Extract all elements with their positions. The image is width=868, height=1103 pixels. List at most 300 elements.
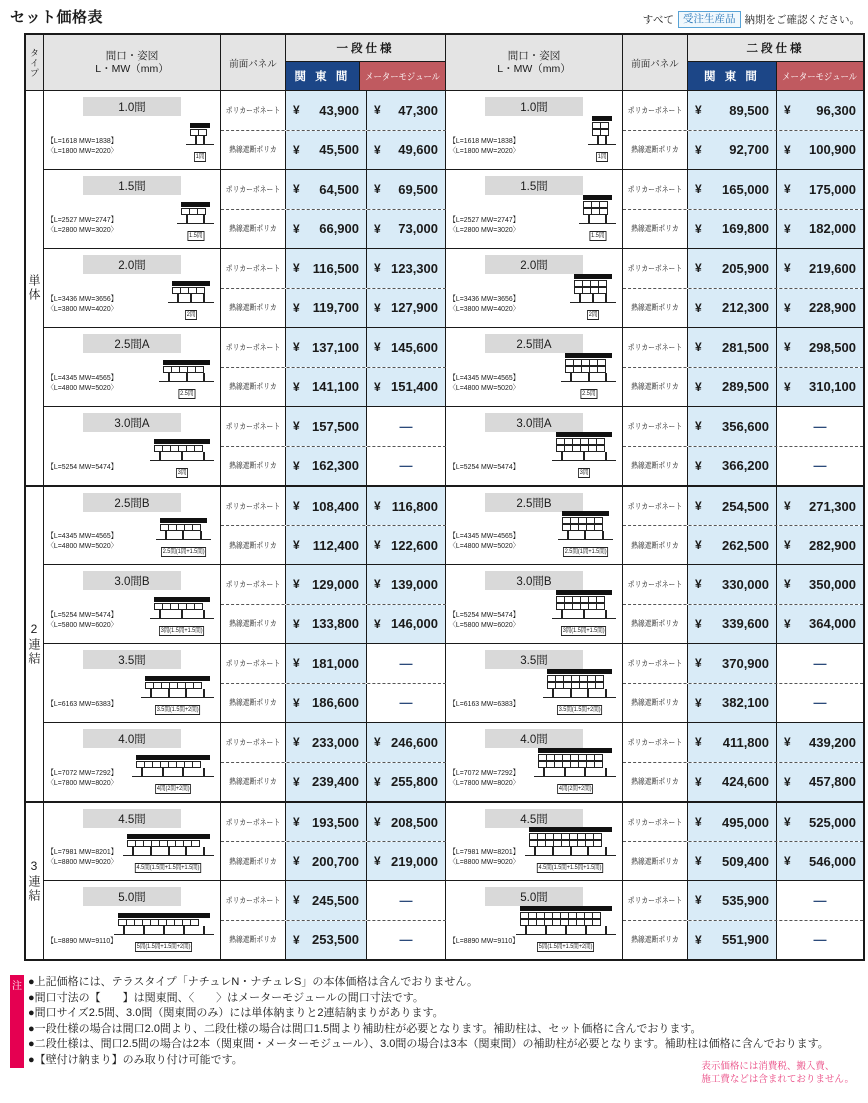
price-cell: [688, 249, 777, 288]
diagram-part: [584, 768, 586, 776]
diagram-part: [172, 294, 210, 302]
yen-symbol: ¥: [784, 379, 791, 394]
diagram-part: [160, 524, 207, 531]
header-group-two-step: [688, 35, 863, 90]
diagram-part: [163, 366, 210, 373]
yen-symbol: ¥: [784, 815, 791, 829]
size-label: 4.5間: [485, 809, 583, 828]
diagram-dimension-label: 5間(1.5間+1.5間+2間): [137, 943, 191, 950]
panel-type-label: ポリカーボネート: [627, 737, 683, 747]
terrace-diagram-graphic: [118, 913, 210, 935]
two-step-price-block: [623, 249, 863, 327]
polycarbonate-row: [221, 249, 446, 289]
panel-type-cell: [221, 605, 286, 644]
yen-symbol: ¥: [374, 142, 381, 157]
header-meter-one-step: [360, 62, 445, 90]
terrace-diagram-one-step: [154, 597, 210, 637]
yen-symbol: ¥: [695, 103, 702, 118]
diagram-part: [597, 359, 606, 366]
header-meter-two-step: [777, 62, 863, 90]
dimensions-kanto: 【L=4345 MW=4565】: [449, 531, 520, 540]
price-cell: [367, 289, 446, 328]
yen-symbol: ¥: [695, 499, 702, 513]
diagram-part: [545, 926, 547, 934]
price-cell: [367, 131, 446, 170]
price-cell: [286, 921, 367, 960]
diagram-part: [136, 768, 210, 776]
diagram-part: [594, 761, 603, 768]
price-cell: [367, 328, 446, 367]
diagram-part: [194, 603, 203, 610]
diagram-part: [570, 373, 572, 381]
diagram-part: [556, 603, 612, 610]
yen-symbol: ¥: [374, 616, 381, 631]
terrace-diagram-two-step: [538, 748, 612, 795]
top-note-prefix: すべて: [642, 14, 674, 26]
terrace-diagram-one-step: [127, 834, 210, 874]
dimensions-kanto: 【L=7072 MW=7292】: [47, 768, 118, 777]
size-diagram-cell-one-step: [44, 249, 221, 327]
diagram-part: [547, 689, 612, 697]
price-cell: [286, 526, 367, 564]
yen-symbol: ¥: [293, 300, 300, 315]
yen-symbol: ¥: [695, 735, 702, 750]
price-value: 141,100: [312, 379, 359, 395]
polycarbonate-row: [623, 249, 863, 289]
panel-type-label: ポリカーボネート: [225, 421, 281, 431]
size-label: 2.5間A: [485, 334, 583, 353]
price-value: 289,500: [722, 379, 769, 395]
panel-type-label: 熱線遮断ポリカ: [229, 698, 277, 708]
price-cell: [777, 289, 863, 328]
panel-type-label: ポリカーボネート: [627, 421, 683, 431]
price-cell: [286, 487, 367, 525]
price-value: 139,000: [391, 576, 438, 592]
diagram-part: [165, 531, 167, 539]
diagram-part: [595, 682, 604, 689]
diagram-part: [556, 590, 612, 595]
price-value: 200,700: [312, 853, 359, 869]
two-step-price-block: [623, 407, 863, 485]
diagram-part: [588, 215, 590, 223]
size-diagram-cell-one-step: [44, 881, 221, 959]
panel-type-cell: [221, 91, 286, 130]
terrace-diagram-graphic: [592, 116, 612, 145]
price-value: 92,700: [729, 142, 769, 158]
dimensions-kanto: 【L=5254 MW=5474】: [449, 462, 520, 471]
diagram-part: [154, 603, 210, 610]
panel-type-label: 熱線遮断ポリカ: [631, 698, 679, 708]
diagram-part: [150, 689, 152, 697]
diagram-part: [520, 906, 612, 911]
price-disclaimer: [701, 1060, 854, 1086]
heat-block-polycarbonate-row: [623, 289, 863, 328]
one-step-price-block: [221, 91, 446, 169]
price-value: 162,300: [312, 458, 359, 474]
price-cell: [286, 368, 367, 407]
polycarbonate-row: [623, 881, 863, 921]
panel-type-cell: [623, 368, 688, 407]
panel-type-label: 熱線遮断ポリカ: [631, 303, 679, 313]
diagram-part: [186, 144, 214, 145]
diagram-part: [190, 129, 210, 136]
price-cell: [286, 684, 367, 723]
size-label: 5.0間: [485, 887, 583, 906]
diagram-part: [605, 452, 607, 460]
diagram-part: [159, 381, 214, 382]
price-value: —: [813, 892, 827, 908]
polycarbonate-row: [623, 803, 863, 842]
diagram-part: [190, 294, 192, 302]
heat-block-polycarbonate-row: [221, 368, 446, 407]
diagram-part: [567, 531, 569, 539]
terrace-diagram-graphic: [520, 906, 612, 935]
dimensions-kanto: 【L=5254 MW=5474】: [449, 610, 520, 619]
panel-type-cell: [221, 723, 286, 762]
terrace-diagram-two-step: [565, 353, 612, 400]
price-cell: [777, 368, 863, 407]
price-value: —: [813, 695, 827, 711]
header-size-diagram-label: 間口・姿図: [105, 49, 159, 62]
price-value: 208,500: [391, 814, 438, 830]
terrace-diagram-one-step: [154, 439, 210, 479]
heat-block-polycarbonate-row: [623, 131, 863, 170]
diagram-part: [200, 531, 202, 539]
one-step-price-block: [221, 565, 446, 643]
yen-symbol: ¥: [293, 499, 300, 513]
diagram-part: [192, 761, 201, 768]
diagram-part: [592, 122, 612, 129]
size-diagram-cell-two-step: [446, 91, 623, 169]
terrace-diagram-one-step: [190, 123, 210, 163]
dimensions-kanto: 【L=3436 MW=3656】: [47, 294, 118, 303]
panel-type-cell: [221, 328, 286, 367]
panel-type-cell: [623, 487, 688, 525]
yen-symbol: ¥: [695, 261, 702, 276]
yen-symbol: ¥: [293, 854, 300, 868]
price-cell: [688, 487, 777, 525]
panel-type-label: ポリカーボネート: [225, 342, 281, 352]
diagram-part: [123, 926, 125, 934]
diagram-part: [552, 847, 554, 855]
polycarbonate-row: [623, 487, 863, 526]
price-value: 350,000: [809, 576, 856, 592]
diagram-part: [558, 539, 613, 540]
diagram-dimension-label: 4.5間(1.5間+1.5間+1.5間): [137, 864, 200, 871]
dimensions-text: [449, 936, 519, 946]
yen-symbol: ¥: [374, 854, 381, 868]
diagram-part: [127, 847, 210, 855]
diagram-part: [605, 294, 607, 302]
diagram-part: [154, 439, 210, 444]
diagram-part: [538, 761, 612, 768]
diagram-part: [592, 129, 612, 136]
yen-symbol: ¥: [695, 774, 702, 789]
diagram-part: [556, 452, 612, 460]
note-flag: 注: [10, 975, 24, 1068]
panel-type-cell: [221, 487, 286, 525]
diagram-part: [181, 208, 210, 215]
diagram-part: [547, 675, 612, 682]
diagram-part: [203, 847, 205, 855]
heat-block-polycarbonate-row: [623, 605, 863, 644]
diagram-part: [594, 524, 603, 531]
diagram-part: [570, 847, 572, 855]
price-value: 339,600: [722, 616, 769, 632]
page-title: セット価格表: [10, 9, 104, 26]
price-cell: [286, 447, 367, 486]
price-cell: [367, 842, 446, 880]
price-cell: [367, 723, 446, 762]
yen-symbol: ¥: [784, 538, 791, 552]
diagram-part: [599, 201, 608, 208]
note-item: ●一段仕様の場合は間口2.0間より、二段仕様の場合は間口1.5間より補助柱が必要となります。補助柱は、セット価格に含んでおります。: [28, 1022, 702, 1035]
diagram-part: [592, 912, 601, 919]
diagram-part: [203, 768, 205, 776]
yen-symbol: ¥: [784, 261, 791, 276]
price-cell: [286, 249, 367, 288]
diagram-part: [552, 618, 616, 619]
one-step-price-block: [221, 803, 446, 880]
footnotes: [10, 975, 829, 1068]
yen-symbol: ¥: [374, 261, 381, 276]
price-value: 262,500: [722, 537, 769, 553]
price-cell: [688, 526, 777, 564]
price-value: 535,900: [722, 892, 769, 908]
dimensions-meter: 〈L=8800 MW=9020〉: [449, 857, 520, 866]
panel-type-label: 熱線遮断ポリカ: [229, 856, 277, 866]
panel-type-cell: [623, 881, 688, 920]
diagram-part: [118, 926, 210, 934]
two-step-price-block: [623, 881, 863, 959]
panel-type-label: 熱線遮断ポリカ: [229, 540, 277, 550]
price-value: 509,400: [722, 853, 769, 869]
diagram-part: [583, 208, 612, 215]
price-cell: [777, 842, 863, 880]
diagram-dimension-label: 1.5間: [590, 232, 605, 239]
price-cell: [286, 328, 367, 367]
price-value: 281,500: [722, 339, 769, 355]
price-value: 282,900: [809, 537, 856, 553]
heat-block-polycarbonate-row: [623, 447, 863, 486]
two-step-price-block: [623, 565, 863, 643]
terrace-diagram-two-step: [556, 432, 612, 479]
terrace-diagram-one-step: [157, 518, 210, 558]
size-diagram-cell-one-step: [44, 407, 221, 485]
dimensions-text: [47, 699, 118, 709]
diagram-part: [203, 689, 205, 697]
price-cell: [688, 644, 777, 683]
price-value: 219,600: [809, 260, 856, 276]
dimensions-meter: 〈L=8800 MW=9020〉: [47, 857, 118, 866]
price-cell: [286, 644, 367, 683]
diagram-part: [160, 531, 207, 539]
panel-type-cell: [623, 921, 688, 960]
header-front-panel-right: 前面パネル: [623, 35, 688, 90]
two-step-price-block: [623, 91, 863, 169]
diagram-part: [198, 129, 207, 136]
diagram-part: [565, 359, 612, 366]
price-cell: [688, 210, 777, 249]
panel-type-label: ポリカーボネート: [225, 579, 281, 589]
terrace-diagram-one-step: [145, 676, 210, 716]
diagram-dimension-label: 3.5間(1.5間+2間): [558, 706, 601, 713]
panel-type-label: ポリカーボネート: [627, 817, 683, 827]
terrace-diagram-one-step: [136, 755, 210, 795]
note-item: ●間口寸法の【 】は関東間、〈 〉はメーターモジュールの間口寸法です。: [28, 991, 424, 1004]
price-value: 525,000: [809, 814, 856, 830]
dimensions-kanto: 【L=5254 MW=5474】: [47, 462, 118, 471]
diagram-dimension-label: 2間: [588, 311, 598, 318]
panel-type-label: ポリカーボネート: [225, 501, 281, 511]
panel-type-cell: [623, 407, 688, 446]
panel-type-label: 熱線遮断ポリカ: [631, 777, 679, 787]
yen-symbol: ¥: [695, 379, 702, 394]
panel-type-cell: [221, 526, 286, 564]
price-value: —: [813, 932, 827, 948]
size-diagram-cell-two-step: [446, 328, 623, 406]
price-value: —: [399, 932, 413, 948]
panel-type-label: 熱線遮断ポリカ: [631, 856, 679, 866]
diagram-part: [562, 517, 609, 524]
diagram-part: [159, 610, 161, 618]
size-label: 2.5間B: [83, 493, 181, 512]
header-size-unit-label-2: L・MW（mm）: [497, 62, 571, 75]
price-value: 137,100: [312, 339, 359, 355]
diagram-part: [538, 768, 612, 776]
diagram-part: [136, 755, 210, 760]
dimensions-kanto: 【L=8890 MW=9110】: [47, 936, 118, 945]
diagram-part: [181, 452, 183, 460]
diagram-part: [597, 136, 599, 144]
one-step-price-block: [221, 487, 446, 564]
yen-symbol: ¥: [293, 932, 300, 947]
polycarbonate-row: [623, 91, 863, 131]
panel-type-cell: [623, 328, 688, 367]
price-cell: [286, 91, 367, 130]
panel-type-cell: [221, 210, 286, 249]
dimensions-meter: 〈L=7800 MW=8020〉: [47, 778, 118, 787]
yen-symbol: ¥: [374, 774, 381, 789]
dimensions-text: [449, 373, 520, 393]
polycarbonate-row: [221, 328, 446, 368]
diagram-part: [583, 195, 612, 200]
dimensions-kanto: 【L=7981 MW=8201】: [47, 847, 118, 856]
diagram-part: [599, 208, 608, 215]
diagram-part: [583, 610, 585, 618]
header-type: タイプ: [26, 35, 44, 90]
diagram-part: [605, 136, 607, 144]
diagram-part: [583, 201, 612, 208]
yen-symbol: ¥: [695, 458, 702, 473]
terrace-diagram-graphic: [154, 597, 210, 619]
yen-symbol: ¥: [374, 300, 381, 315]
diagram-part: [574, 280, 612, 287]
table-row: [44, 801, 863, 880]
price-cell: [286, 723, 367, 762]
diagram-part: [114, 934, 214, 935]
price-value: 546,000: [809, 853, 856, 869]
heat-block-polycarbonate-row: [221, 763, 446, 802]
price-cell: [367, 881, 446, 920]
size-label: 4.0間: [83, 729, 181, 748]
dimensions-meter: 〈L=5800 MW=6020〉: [47, 620, 118, 629]
diagram-part: [552, 460, 616, 461]
yen-symbol: ¥: [293, 695, 300, 710]
price-cell: [286, 803, 367, 841]
price-cell: [286, 881, 367, 920]
diagram-dimension-label: 3間: [177, 469, 187, 476]
diagram-part: [605, 373, 607, 381]
diagram-part: [163, 373, 210, 381]
diagram-part: [192, 524, 201, 531]
price-cell: [688, 447, 777, 486]
price-value: 129,000: [312, 576, 359, 592]
diagram-part: [583, 215, 612, 223]
diagram-part: [203, 215, 205, 223]
terrace-diagram-one-step: [181, 202, 210, 242]
dimensions-text: [47, 847, 118, 867]
size-label: 3.5間: [83, 650, 181, 669]
size-diagram-cell-two-step: [446, 881, 623, 959]
header-kanto-two-step: 関 東 間: [688, 62, 777, 90]
diagram-part: [543, 697, 616, 698]
terrace-diagram-graphic: [160, 518, 207, 540]
yen-symbol: ¥: [293, 182, 300, 197]
size-label: 2.5間B: [485, 493, 583, 512]
diagram-part: [203, 452, 205, 460]
panel-type-label: 熱線遮断ポリカ: [631, 145, 679, 155]
yen-symbol: ¥: [695, 695, 702, 710]
price-cell: [777, 170, 863, 209]
diagram-part: [194, 445, 203, 452]
diagram-part: [154, 597, 210, 602]
diagram-part: [570, 302, 616, 303]
diagram-part: [583, 452, 585, 460]
price-cell: [286, 565, 367, 604]
heat-block-polycarbonate-row: [623, 763, 863, 802]
panel-type-label: 熱線遮断ポリカ: [229, 224, 277, 234]
diagram-part: [141, 697, 214, 698]
diagram-part: [600, 129, 609, 136]
panel-type-label: ポリカーボネート: [627, 184, 683, 194]
yen-symbol: ¥: [784, 774, 791, 789]
price-cell: [367, 763, 446, 802]
yen-symbol: ¥: [374, 538, 381, 552]
price-cell: [367, 170, 446, 209]
diagram-part: [592, 294, 594, 302]
diagram-part: [516, 934, 616, 935]
price-cell: [777, 487, 863, 525]
heat-block-polycarbonate-row: [221, 447, 446, 486]
yen-symbol: ¥: [293, 103, 300, 118]
panel-type-label: 熱線遮断ポリカ: [229, 382, 277, 392]
dimensions-kanto: 【L=8890 MW=9110】: [449, 936, 520, 945]
size-diagram-cell-two-step: [446, 170, 623, 248]
terrace-diagram-one-step: [118, 913, 210, 953]
yen-symbol: ¥: [293, 656, 300, 671]
diagram-dimension-label: 2間: [186, 311, 196, 318]
diagram-part: [556, 432, 612, 437]
diagram-part: [145, 689, 210, 697]
diagram-part: [547, 682, 612, 689]
dimensions-meter: 〈L=1800 MW=2020〉: [449, 146, 520, 155]
panel-type-cell: [623, 842, 688, 880]
dimensions-meter: 〈L=4800 MW=5020〉: [449, 383, 520, 392]
diagram-part: [594, 517, 603, 524]
size-diagram-cell-two-step: [446, 407, 623, 485]
dimensions-kanto: 【L=3436 MW=3656】: [449, 294, 520, 303]
